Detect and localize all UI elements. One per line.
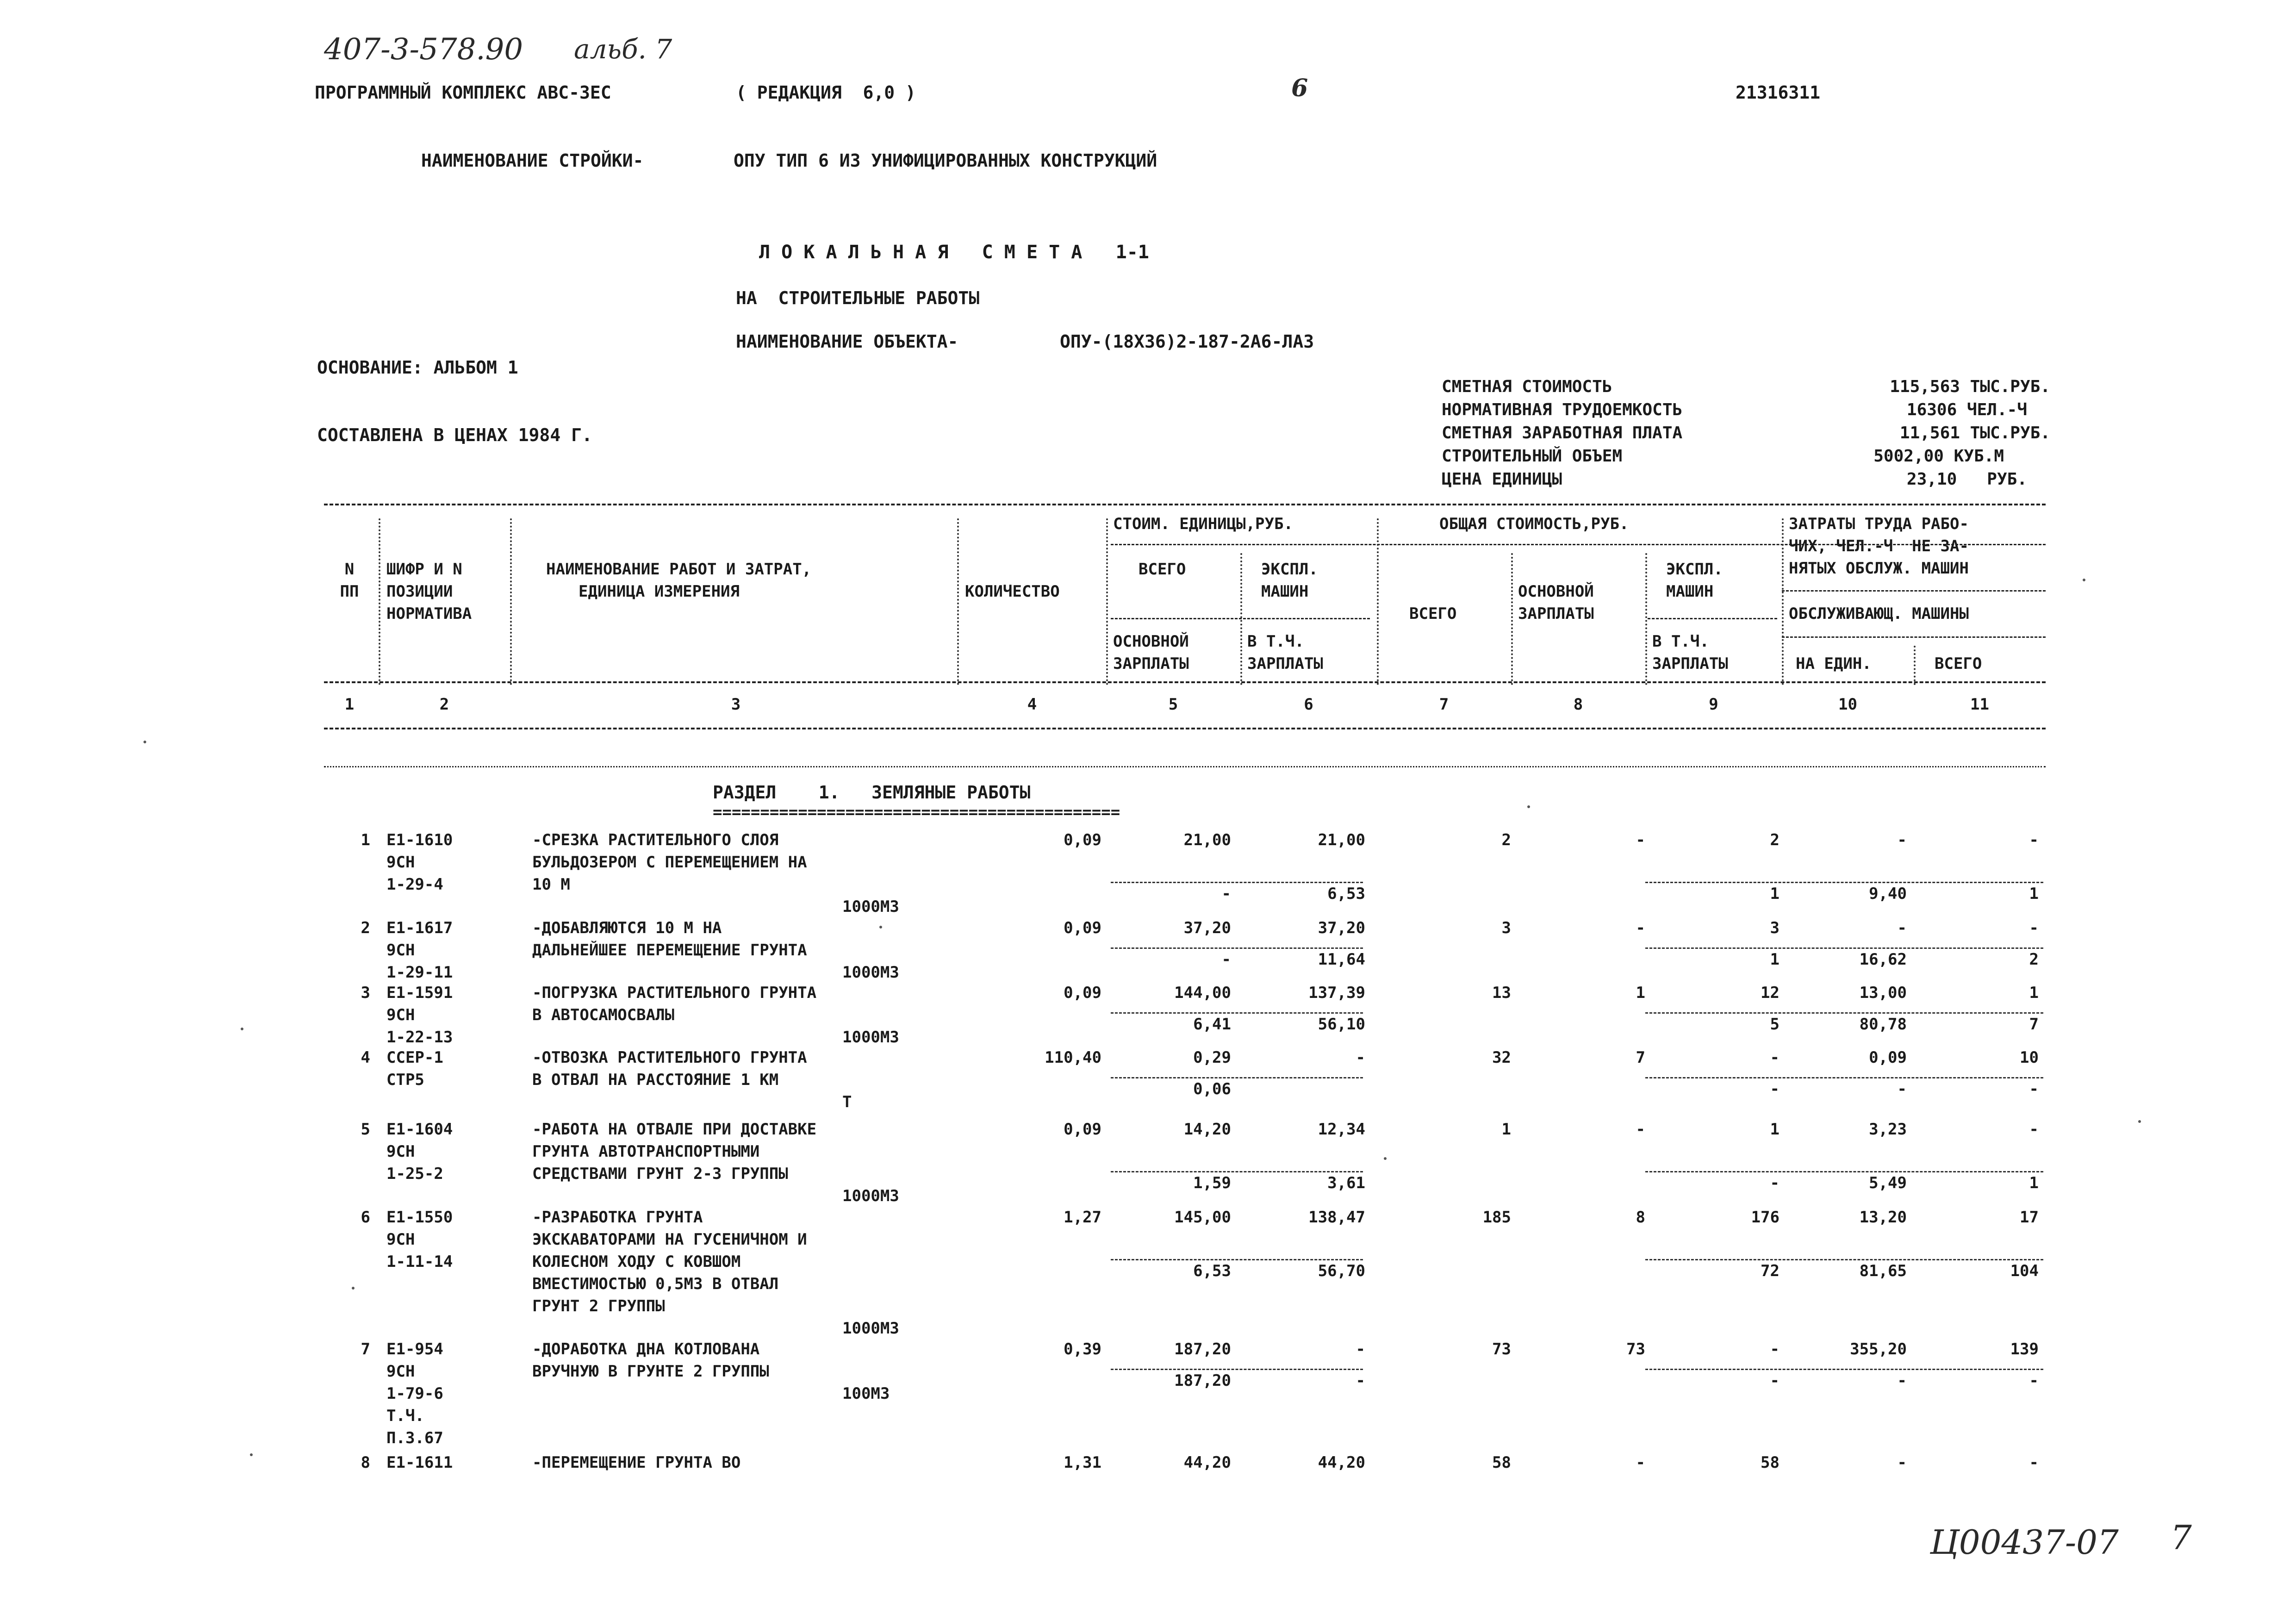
header-no: N [344,560,355,579]
summary-label: СТРОИТЕЛЬНЫЙ ОБЪЕМ [1442,447,1623,466]
row-labor-total: - [2029,1453,2039,1472]
header-labor-rule [1782,590,2046,592]
row-total-machines: 176 [1751,1208,1780,1227]
row-name: ДАЛЬНЕЙШЕЕ ПЕРЕМЕЩЕНИЕ ГРУНТА [532,941,807,960]
program-code: 21316311 [1736,82,1821,103]
row-unit-wage: 6,41 [1193,1015,1231,1034]
row-labor-unit: - [1897,1453,1907,1472]
col-sep [1106,518,1108,685]
row-unit-machines: 44,20 [1318,1453,1365,1472]
header-labor-all: ВСЕГО [1935,654,1982,673]
row-code: 9СН [386,1230,415,1249]
row-code: Т.Ч. [386,1407,424,1425]
row-code: 9СН [386,941,415,960]
row-name: 10 М [532,875,570,894]
header-code: ПОЗИЦИИ [386,582,453,601]
row-total-machine-wage: 1 [1770,885,1780,903]
row-labor-total: - [2029,919,2039,937]
header-labor-rule2 [1782,636,2046,638]
row-quantity: 0,09 [1064,831,1101,849]
row-code: Е1-1611 [386,1453,453,1472]
row-code: 9СН [386,1006,415,1024]
row-code: Е1-1610 [386,831,453,849]
row-quantity: 0,39 [1064,1340,1101,1358]
row-code: Е1-1617 [386,919,453,937]
header-labor: ЧИХ, ЧЕЛ.-Ч НЕ ЗА- [1789,537,1969,555]
row-labor-unit: - [1897,831,1907,849]
header-code: НОРМАТИВА [386,604,472,623]
header-labor-sub: ОБСЛУЖИВАЮЩ. МАШИНЫ [1789,604,1969,623]
summary-label: ЦЕНА ЕДИНИЦЫ [1442,470,1562,489]
row-total-machine-wage: - [1770,1174,1780,1192]
row-quantity: 0,09 [1064,1120,1101,1139]
row-unit-total: 145,00 [1174,1208,1231,1227]
col-sep [379,518,380,685]
row-code: 1-22-13 [386,1028,453,1047]
row-unit-machines: 138,47 [1308,1208,1365,1227]
row-code: ССЕР-1 [386,1048,443,1067]
row-name: -ДОРАБОТКА ДНА КОТЛОВАНА [532,1340,760,1358]
row-name: -РАБОТА НА ОТВАЛЕ ПРИ ДОСТАВКЕ [532,1120,817,1139]
row-total-cost: 185 [1482,1208,1511,1227]
row-total-machines: 12 [1761,984,1780,1002]
summary-label: СМЕТНАЯ ЗАРАБОТНАЯ ПЛАТА [1442,424,1683,442]
row-number: 4 [361,1048,370,1067]
row-unit-wage: 187,20 [1174,1371,1231,1390]
row-name: В АВТОСАМОСВАЛЫ [532,1006,675,1024]
row-machine-labor-total: 1 [2029,1174,2039,1192]
row-divider [1111,1012,1363,1014]
col-number: 6 [1304,695,1313,714]
summary-value: 23,10 РУБ. [1906,470,2027,489]
row-unit-machine-wage: 11,64 [1318,950,1365,969]
row-total-cost: 2 [1501,831,1511,849]
scan-speck [250,1453,253,1456]
handwritten-album: альб. 7 [574,33,672,65]
row-unit: Т [842,1093,852,1111]
row-divider [1111,1259,1363,1260]
row-total-cost: 73 [1492,1340,1511,1358]
row-code: 1-29-11 [386,963,453,982]
col-sep [1511,553,1513,685]
summary-value: 5002,00 КУБ.М [1873,447,2004,466]
row-divider [1111,947,1363,949]
scan-speck [352,1287,355,1290]
row-labor-total: 139 [2010,1340,2039,1358]
row-number: 3 [361,984,370,1002]
row-unit-machines: 12,34 [1318,1120,1365,1139]
col-number: 7 [1439,695,1449,714]
col-number: 8 [1573,695,1583,714]
row-unit-machine-wage: 56,70 [1318,1262,1365,1280]
row-unit-wage: 6,53 [1193,1262,1231,1280]
row-unit-machines: 21,00 [1318,831,1365,849]
header-code: ШИФР И N [386,560,462,579]
sheet-number: 6 [1291,74,1308,102]
row-labor-total: - [2029,1120,2039,1139]
row-total-wage: 8 [1636,1208,1645,1227]
row-name: В ОТВАЛ НА РАССТОЯНИЕ 1 КМ [532,1071,779,1089]
row-machine-labor-total: 104 [2010,1262,2039,1280]
row-divider [1645,947,2043,949]
construction-label: НАИМЕНОВАНИЕ СТРОЙКИ- [421,150,644,171]
col-sep [1240,553,1242,685]
row-unit-total: 144,00 [1174,984,1231,1002]
row-total-wage: 73 [1626,1340,1645,1358]
row-total-wage: - [1636,1453,1645,1472]
col-number: 11 [1970,695,1989,714]
header-labor: НЯТЫХ ОБСЛУЖ. МАШИН [1789,559,1969,578]
program-name: ПРОГРАММНЫЙ КОМПЛЕКС АВС-3ЕС [315,82,611,103]
header-unit-wage: ОСНОВНОЙ [1113,632,1189,651]
row-machine-labor-unit: 9,40 [1869,885,1907,903]
row-total-cost: 13 [1492,984,1511,1002]
row-name: ЭКСКАВАТОРАМИ НА ГУСЕНИЧНОМ И [532,1230,807,1249]
summary-value: 115,563 ТЫС.РУБ. [1890,377,2050,396]
header-total-incl: ЗАРПЛАТЫ [1652,654,1728,673]
row-unit-machine-wage: 6,53 [1327,885,1365,903]
prices-text: СОСТАВЛЕНА В ЦЕНАХ 1984 Г. [317,425,592,445]
row-divider [1645,1012,2043,1014]
row-machine-labor-total: - [2029,1080,2039,1098]
row-total-wage: 1 [1636,984,1645,1002]
scan-speck [879,926,882,928]
header-unit-mach: ЭКСПЛ. [1261,560,1318,579]
row-number: 8 [361,1453,370,1472]
scan-speck [241,1028,243,1030]
summary-value: 11,561 ТЫС.РУБ. [1899,424,2050,442]
header-name: ЕДИНИЦА ИЗМЕРЕНИЯ [579,582,740,601]
header-total-wage: ЗАРПЛАТЫ [1518,604,1594,623]
row-code: СТР5 [386,1071,424,1089]
scan-speck [2138,1120,2141,1123]
row-divider [1645,1369,2043,1370]
row-machine-labor-unit: 5,49 [1869,1174,1907,1192]
col-sep [957,518,959,685]
col-number: 10 [1838,695,1857,714]
handwritten-stamp-code: Ц00437-07 [1930,1523,2119,1562]
row-machine-labor-unit: 80,78 [1859,1015,1907,1034]
header-total-all: ВСЕГО [1409,604,1457,623]
row-total-wage: - [1636,831,1645,849]
row-unit-machines: 137,39 [1308,984,1365,1002]
row-number: 5 [361,1120,370,1139]
header-bottom-rule [324,681,2046,683]
row-unit: 1000М3 [842,1187,899,1205]
row-unit-total: 0,29 [1193,1048,1231,1067]
estimate-subtitle: НА СТРОИТЕЛЬНЫЕ РАБОТЫ [736,288,980,308]
row-unit-machines: 37,20 [1318,919,1365,937]
scan-speck [143,741,146,743]
col-number: 1 [344,695,355,714]
row-code: 1-29-4 [386,875,443,894]
section-title: РАЗДЕЛ 1. ЗЕМЛЯНЫЕ РАБОТЫ [713,782,1031,803]
row-quantity: 0,09 [1064,984,1101,1002]
scan-speck [1527,805,1530,808]
row-total-machine-wage: 5 [1770,1015,1780,1034]
row-unit: 1000М3 [842,1028,899,1047]
row-divider [1111,882,1363,883]
row-unit: 100М3 [842,1384,890,1403]
col-number: 3 [731,695,741,714]
col-number: 5 [1168,695,1178,714]
col-number: 4 [1027,695,1037,714]
object-value: ОПУ-(18Х36)2-187-2А6-ЛАЗ [1060,331,1314,352]
row-total-machines: - [1770,1340,1780,1358]
row-machine-labor-total: 7 [2029,1015,2039,1034]
row-unit-total: 44,20 [1183,1453,1231,1472]
row-unit-total: 14,20 [1183,1120,1231,1139]
row-labor-unit: 13,00 [1859,984,1907,1002]
row-total-wage: 7 [1636,1048,1645,1067]
row-name: -СРЕЗКА РАСТИТЕЛЬНОГО СЛОЯ [532,831,779,849]
header-unit-incl: ЗАРПЛАТЫ [1247,654,1323,673]
row-total-machine-wage: 72 [1761,1262,1780,1280]
row-code: 9СН [386,1362,415,1381]
row-labor-unit: 0,09 [1869,1048,1907,1067]
row-total-cost: 32 [1492,1048,1511,1067]
row-unit-wage: - [1221,950,1231,969]
row-divider [1645,882,2043,883]
header-unit-wage: ЗАРПЛАТЫ [1113,654,1189,673]
row-machine-labor-unit: 16,62 [1859,950,1907,969]
basis-text: ОСНОВАНИЕ: АЛЬБОМ 1 [317,357,518,378]
row-divider [1111,1369,1363,1370]
header-mach-rule [1648,618,1777,619]
row-unit: 1000М3 [842,897,899,916]
row-machine-labor-unit: - [1897,1371,1907,1390]
row-name: СРЕДСТВАМИ ГРУНТ 2-3 ГРУППЫ [532,1165,788,1183]
summary-value: 16306 ЧЕЛ.-Ч [1906,400,2027,419]
handwritten-page-number: 7 [2171,1518,2192,1557]
col-sep [1914,646,1916,685]
row-name: ГРУНТА АВТОТРАНСПОРТНЫМИ [532,1142,760,1161]
row-divider [1645,1077,2043,1078]
row-name: -ДОБАВЛЯЮТСЯ 10 М НА [532,919,722,937]
row-unit-wage: 1,59 [1193,1174,1231,1192]
col-sep [1377,518,1379,685]
row-total-cost: 1 [1501,1120,1511,1139]
row-number: 1 [361,831,370,849]
header-unit-incl: В Т.Ч. [1247,632,1304,651]
row-code: 9СН [386,1142,415,1161]
header-total-mach: ЭКСПЛ. [1666,560,1723,579]
header-labor-unit: НА ЕДИН. [1796,654,1872,673]
col-number: 9 [1709,695,1718,714]
row-total-wage: - [1636,919,1645,937]
header-total-mach: МАШИН [1666,582,1714,601]
row-quantity: 110,40 [1045,1048,1101,1067]
row-code: П.3.67 [386,1429,443,1447]
row-code: Е1-954 [386,1340,443,1358]
row-unit: 1000М3 [842,963,899,982]
row-code: 9СН [386,853,415,872]
row-machine-labor-total: 1 [2029,885,2039,903]
header-unit-mach: МАШИН [1261,582,1309,601]
row-divider [1111,1171,1363,1172]
construction-value: ОПУ ТИП 6 ИЗ УНИФИЦИРОВАННЫХ КОНСТРУКЦИЙ [734,150,1157,171]
header-no: ПП [340,582,359,601]
row-unit-wage: 0,06 [1193,1080,1231,1098]
program-edition: ( РЕДАКЦИЯ 6,0 ) [736,82,916,103]
row-labor-unit: 355,20 [1850,1340,1907,1358]
row-name: ВМЕСТИМОСТЬЮ 0,5М3 В ОТВАЛ [532,1275,779,1293]
row-labor-unit: 3,23 [1869,1120,1907,1139]
row-total-machine-wage: 1 [1770,950,1780,969]
handwritten-doc-ref: 407-3-578.90 [324,32,523,67]
row-code: 1-79-6 [386,1384,443,1403]
row-machine-labor-unit: 81,65 [1859,1262,1907,1280]
row-unit-machine-wage: 56,10 [1318,1015,1365,1034]
row-name: БУЛЬДОЗЕРОМ С ПЕРЕМЕЩЕНИЕМ НА [532,853,807,872]
row-unit-total: 187,20 [1174,1340,1231,1358]
header-unit-total: ВСЕГО [1139,560,1186,579]
header-unit-cost: СТОИМ. ЕДИНИЦЫ,РУБ. [1113,515,1293,533]
row-labor-unit: - [1897,919,1907,937]
row-unit: 1000М3 [842,1319,899,1338]
header-labor: ЗАТРАТЫ ТРУДА РАБО- [1789,515,1969,533]
row-name: ГРУНТ 2 ГРУППЫ [532,1297,665,1315]
numbers-under-rule [324,766,2046,767]
row-labor-total: 10 [2020,1048,2039,1067]
row-unit-machine-wage: 3,61 [1327,1174,1365,1192]
row-unit-wage: - [1221,885,1231,903]
row-number: 6 [361,1208,370,1227]
row-labor-unit: 13,20 [1859,1208,1907,1227]
scan-speck [1384,1157,1387,1160]
header-qty: КОЛИЧЕСТВО [965,582,1060,601]
row-name: -ПЕРЕМЕЩЕНИЕ ГРУНТА ВО [532,1453,741,1472]
col-sep [1645,553,1647,685]
row-number: 7 [361,1340,370,1358]
row-total-machines: 3 [1770,919,1780,937]
scan-speck [2083,579,2085,581]
summary-label: НОРМАТИВНАЯ ТРУДОЕМКОСТЬ [1442,400,1683,419]
row-unit-total: 21,00 [1183,831,1231,849]
col-sep [1782,518,1784,685]
table-top-rule [324,504,2046,505]
row-unit-total: 37,20 [1183,919,1231,937]
section-underline: =========================================== [713,803,1120,822]
row-total-wage: - [1636,1120,1645,1139]
row-code: 1-11-14 [386,1252,453,1271]
row-code: Е1-1604 [386,1120,453,1139]
estimate-title: Л О К А Л Ь Н А Я С М Е Т А 1-1 [759,242,1149,263]
numbers-bottom-rule [324,728,2046,729]
row-number: 2 [361,919,370,937]
row-unit-machines: - [1356,1340,1365,1358]
row-total-cost: 58 [1492,1453,1511,1472]
summary-label: СМЕТНАЯ СТОИМОСТЬ [1442,377,1612,396]
header-name: НАИМЕНОВАНИЕ РАБОТ И ЗАТРАТ, [546,560,812,579]
row-divider [1645,1171,2043,1172]
row-code: Е1-1550 [386,1208,453,1227]
header-total-cost: ОБЩАЯ СТОИМОСТЬ,РУБ. [1439,515,1629,533]
row-code: Е1-1591 [386,984,453,1002]
col-number: 2 [439,695,449,714]
row-name: -ПОГРУЗКА РАСТИТЕЛЬНОГО ГРУНТА [532,984,817,1002]
row-total-machines: 1 [1770,1120,1780,1139]
row-total-machine-wage: - [1770,1080,1780,1098]
row-quantity: 0,09 [1064,919,1101,937]
row-labor-total: 1 [2029,984,2039,1002]
row-quantity: 1,31 [1064,1453,1101,1472]
row-name: -ОТВОЗКА РАСТИТЕЛЬНОГО ГРУНТА [532,1048,807,1067]
row-name: -РАЗРАБОТКА ГРУНТА [532,1208,703,1227]
header-total-wage: ОСНОВНОЙ [1518,582,1594,601]
row-total-machines: 58 [1761,1453,1780,1472]
row-unit-machines: - [1356,1048,1365,1067]
row-machine-labor-unit: - [1897,1080,1907,1098]
row-total-cost: 3 [1501,919,1511,937]
row-labor-total: 17 [2020,1208,2039,1227]
row-machine-labor-total: - [2029,1371,2039,1390]
object-label: НАИМЕНОВАНИЕ ОБЪЕКТА- [736,331,958,352]
row-total-machines: 2 [1770,831,1780,849]
row-total-machine-wage: - [1770,1371,1780,1390]
row-unit-machine-wage: - [1356,1371,1365,1390]
row-labor-total: - [2029,831,2039,849]
row-total-machines: - [1770,1048,1780,1067]
row-machine-labor-total: 2 [2029,950,2039,969]
row-name: КОЛЕСНОМ ХОДУ С КОВШОМ [532,1252,741,1271]
row-divider [1645,1259,2043,1260]
row-quantity: 1,27 [1064,1208,1101,1227]
row-divider [1111,1077,1363,1078]
col-sep [510,518,512,685]
header-total-incl: В Т.Ч. [1652,632,1709,651]
row-code: 1-25-2 [386,1165,443,1183]
row-name: ВРУЧНУЮ В ГРУНТЕ 2 ГРУППЫ [532,1362,769,1381]
